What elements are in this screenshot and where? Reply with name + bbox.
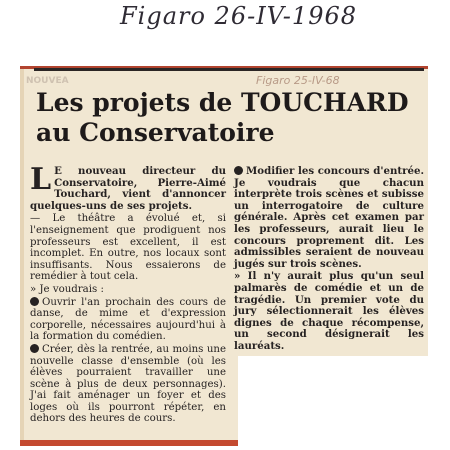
paragraph-item-text: Modifier les concours d'entrée. Je voudrais que chacun interprète trois scènes et subisse un interrogatoire de culture générale. Après cet examen par les professeurs, aurait lieu le concours proprement dit. Les admissibles seraient de nouveau jugés sur trois scènes. — [234, 165, 424, 270]
paragraph-lead-in: » Je voudrais : — [30, 283, 104, 295]
paragraph-item-text: Créer, dès la rentrée, au moins une nouvelle classe d'ensemble (où les élèves pourraient travailler une scène à plus de deux personnages). J'ai fait aménager un foyer et des loges où ils pourront répéter, en dehors des heures de cours. — [30, 343, 226, 425]
bullet-icon — [30, 297, 39, 306]
newspaper-clipping — [20, 66, 428, 446]
paragraph-intro-text: E nouveau directeur du Conservatoire, Pierre-Aimé Touchard, vient d'annoncer quelques-uns de ses projets. — [30, 165, 226, 212]
paragraph-item-text: Ouvrir l'an prochain des cours de danse, de mime et d'expression corporelle, nécessaires aujourd'hui à la formation du comédien. — [30, 296, 226, 343]
clipping-edge — [20, 66, 24, 446]
paragraph-closing: » Il n'y aurait plus qu'un seul palmarès de comédie et un de tragédie. Un premier vote du jury sélectionnerait les élèves dignes de chaque récompense, un second désignerait les lauréats. — [234, 270, 424, 352]
red-edge-mark — [20, 440, 238, 446]
paragraph-item — [234, 166, 424, 270]
article-column-left — [30, 162, 226, 438]
archive-stamp: Figaro 25-IV-68 — [256, 74, 340, 87]
bullet-icon — [234, 166, 243, 175]
bleed-through-text: NOUVEA — [26, 76, 69, 86]
paragraph-intro — [30, 162, 226, 212]
paragraph-item — [30, 297, 226, 343]
article-headline: Les projets de TOUCHARD au Conservatoire — [36, 88, 409, 147]
handwritten-annotation: Figaro 26-IV-1968 — [120, 2, 357, 30]
clipping-cutout — [238, 356, 428, 446]
article-column-right — [234, 166, 424, 354]
drop-cap: L — [30, 162, 52, 197]
paragraph-item — [30, 344, 226, 425]
bullet-icon — [30, 344, 39, 353]
paragraph-quote: — Le théâtre a évolué et, si l'enseignement que prodiguent nos professeurs est excellent, il est incomplet. En outre, nos locaux sont insuffisants. Nous essaierons de remédier à tout cela. — [30, 213, 226, 283]
top-rule — [34, 68, 424, 71]
